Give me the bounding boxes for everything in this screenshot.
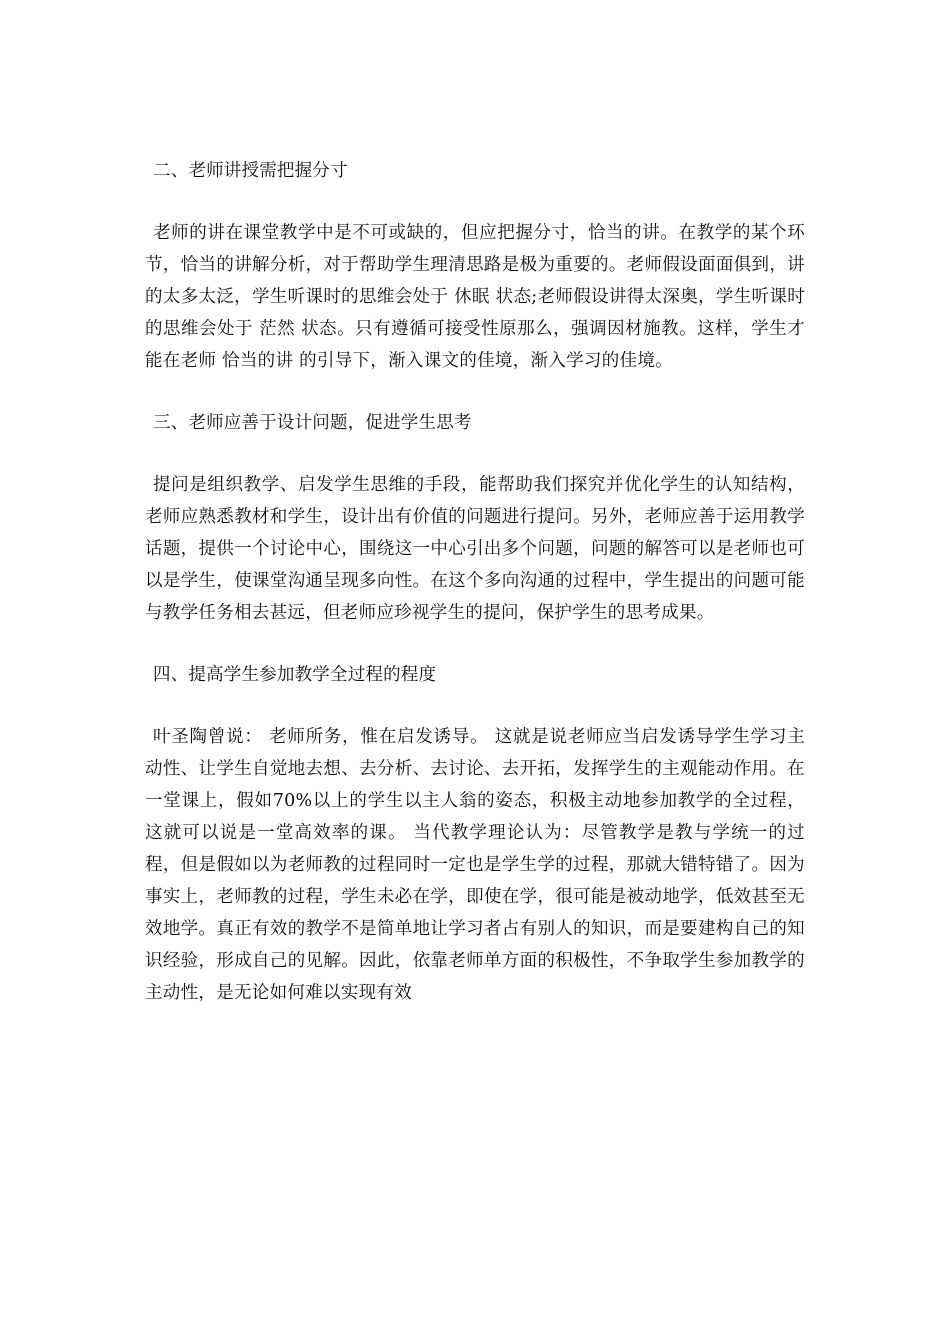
document-body xyxy=(145,155,805,1009)
section-heading-3: 三、老师应善于设计问题，促进学生思考 xyxy=(153,413,472,433)
section-paragraph-4: 叶圣陶曾说： 老师所务，惟在启发诱导。 这就是说老师应当启发诱导学生学习主动性、让学生自觉地去想、去分析、去讨论、去开拓，发挥学生的主观能动作用。在一堂课上，假如70%以上的学生以主人翁的姿态，积极主动地参加教学的全过程，这就可以说是一堂高效率的课。 当代教学理论认为：尽管教学是教与学统一的过程，但是假如以为老师教的过程同时一定也是学生学的过程，那就大错特错了。因为事实上，老师教的过程，学生未必在学，即使在学，很可能是被动地学，低效甚至无效地学。真正有效的教学不是简单地让学习者占有别人的知识，而是要建构自己的知识经验，形成自己的见解。因此，依靠老师单方面的积极性，不争取学生参加教学的主动性，是无论如何难以实现有效 xyxy=(145,727,805,1003)
section-heading-4: 四、提高学生参加教学全过程的程度 xyxy=(153,665,437,685)
section-paragraph-2: 老师的讲在课堂教学中是不可或缺的，但应把握分寸，恰当的讲。在教学的某个环节，恰当的讲解分析，对于帮助学生理清思路是极为重要的。老师假设面面俱到，讲的太多太泛，学生听课时的思维会处于 休眠 状态;老师假设讲得太深奥，学生听课时的思维会处于 茫然 状态。只有遵循可接受性原那么，强调因材施教。这样，学生才能在老师 恰当的讲 的引导下，渐入课文的佳境，渐入学习的佳境。 xyxy=(145,223,805,371)
section-paragraph-3: 提问是组织教学、启发学生思维的手段，能帮助我们探究并优化学生的认知结构，老师应熟悉教材和学生，设计出有价值的问题进行提问。另外，老师应善于运用教学话题，提供一个讨论中心，围绕这一中心引出多个问题，问题的解答可以是老师也可以是学生，使课堂沟通呈现多向性。在这个多向沟通的过程中，学生提出的问题可能与教学任务相去甚远，但老师应珍视学生的提问，保护学生的思考成果。 xyxy=(145,475,805,623)
section-heading-2: 二、老师讲授需把握分寸 xyxy=(153,161,348,181)
